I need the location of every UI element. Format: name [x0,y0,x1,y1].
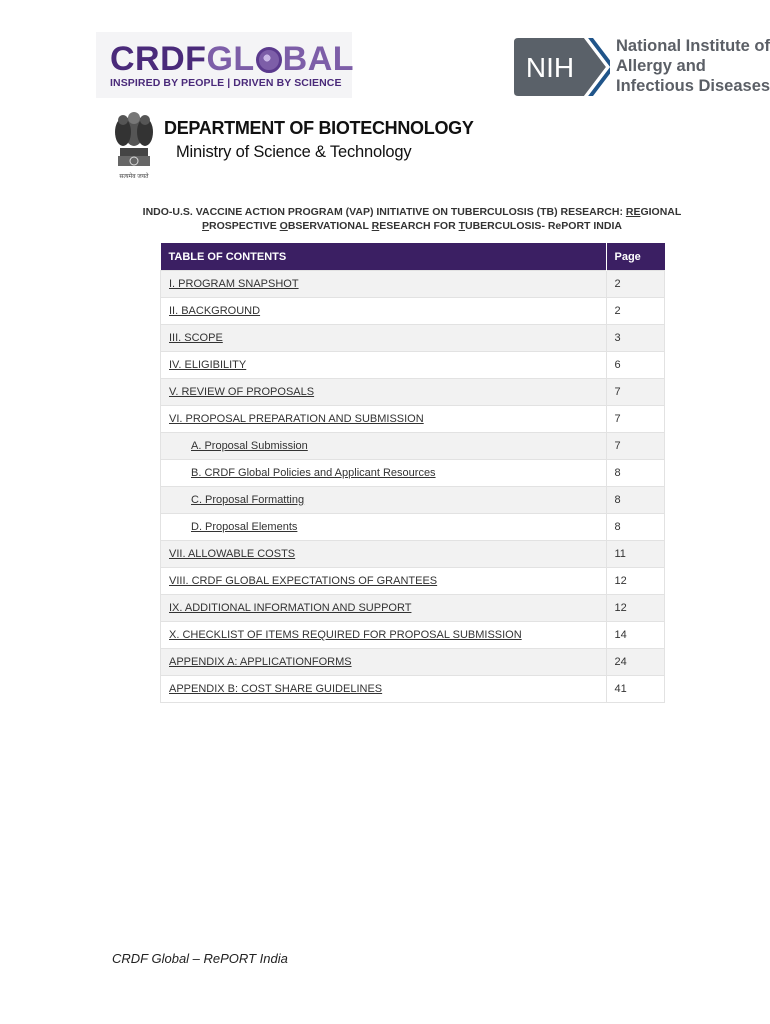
toc-link-proposal-submission[interactable]: A. Proposal Submission [191,440,308,452]
table-row [161,352,665,379]
table-row [161,541,665,568]
toc-page-number: 7 [606,406,665,433]
table-row [161,568,665,595]
toc-link-appendix-a[interactable]: APPENDIX A: APPLICATIONFORMS [169,656,352,668]
heading-line-2: PROSPECTIVE OBSERVATIONAL RESEARCH FOR TUBERCULOSIS- RePORT INDIA [202,220,622,232]
toc-page-number: 24 [606,649,665,676]
table-row [161,676,665,703]
globe-icon [256,47,282,73]
national-emblem-icon [110,104,158,178]
table-row [161,325,665,352]
toc-page-number: 7 [606,379,665,406]
page-footer: CRDF Global – RePORT India [112,951,288,966]
nih-logo-badge [514,38,610,96]
toc-link-proposal-preparation[interactable]: VI. PROPOSAL PREPARATION AND SUBMISSION [169,413,424,425]
emblem-caption: सत्यमेव जयते [119,174,149,180]
crdf-word-crdf: CRDF [110,40,207,78]
table-row [161,649,665,676]
nih-line-1: National Institute of [616,37,770,55]
toc-page-number: 14 [606,622,665,649]
table-row [161,622,665,649]
toc-page-number: 41 [606,676,665,703]
toc-page-number: 2 [606,298,665,325]
toc-page-number: 2 [606,271,665,298]
toc-link-eligibility[interactable]: IV. ELIGIBILITY [169,359,247,371]
toc-page-number: 7 [606,433,665,460]
table-row [161,487,665,514]
toc-link-appendix-b[interactable]: APPENDIX B: COST SHARE GUIDELINES [169,683,383,695]
toc-header-page: Page [606,243,665,271]
table-row [161,406,665,433]
toc-page-number: 8 [606,514,665,541]
toc-page-number: 8 [606,460,665,487]
toc-header-title: TABLE OF CONTENTS [161,243,607,271]
nih-line-2: Allergy and [616,57,706,75]
table-row [161,298,665,325]
toc-link-background[interactable]: II. BACKGROUND [169,305,261,317]
toc-link-review-of-proposals[interactable]: V. REVIEW OF PROPOSALS [169,386,315,398]
toc-page-number: 12 [606,595,665,622]
toc-link-proposal-elements[interactable]: D. Proposal Elements [191,521,298,533]
crdf-global-logo [96,32,355,98]
toc-page-number: 8 [606,487,665,514]
nih-line-3: Infectious Diseases [616,77,770,95]
table-row [161,595,665,622]
toc-page-number: 3 [606,325,665,352]
table-row [161,379,665,406]
table-row [161,271,665,298]
toc-page-number: 12 [606,568,665,595]
toc-link-scope[interactable]: III. SCOPE [169,332,223,344]
crdf-word-bal: BAL [282,40,355,78]
dbt-subtitle: Ministry of Science & Technology [176,143,412,161]
toc-link-program-snapshot[interactable]: I. PROGRAM SNAPSHOT [169,278,299,290]
toc-link-allowable-costs[interactable]: VII. ALLOWABLE COSTS [169,548,296,560]
table-row [161,433,665,460]
nih-badge-text: NIH [525,52,575,83]
toc-link-checklist[interactable]: X. CHECKLIST OF ITEMS REQUIRED FOR PROPOSAL SUBMISSION [169,629,522,641]
table-of-contents [160,243,665,703]
table-row [161,460,665,487]
dbt-title: DEPARTMENT OF BIOTECHNOLOGY [164,118,474,138]
crdf-wordmark [110,40,354,78]
toc-header-row [161,243,665,271]
toc-link-policies-resources[interactable]: B. CRDF Global Policies and Applicant Resources [191,467,436,479]
toc-link-proposal-formatting[interactable]: C. Proposal Formatting [191,494,305,506]
crdf-tagline: INSPIRED BY PEOPLE | DRIVEN BY SCIENCE [110,77,342,89]
toc-link-expectations[interactable]: VIII. CRDF GLOBAL EXPECTATIONS OF GRANTEES [169,575,438,587]
toc-page-number: 6 [606,352,665,379]
crdf-word-gl: GL [206,40,255,78]
document-heading [100,205,724,233]
toc-page-number: 11 [606,541,665,568]
nih-institute-name [616,36,770,96]
table-row [161,514,665,541]
toc-link-additional-info[interactable]: IX. ADDITIONAL INFORMATION AND SUPPORT [169,602,412,614]
heading-line-1: INDO-U.S. VACCINE ACTION PROGRAM (VAP) INITIATIVE ON TUBERCULOSIS (TB) RESEARCH: REGIONAL [142,206,682,218]
